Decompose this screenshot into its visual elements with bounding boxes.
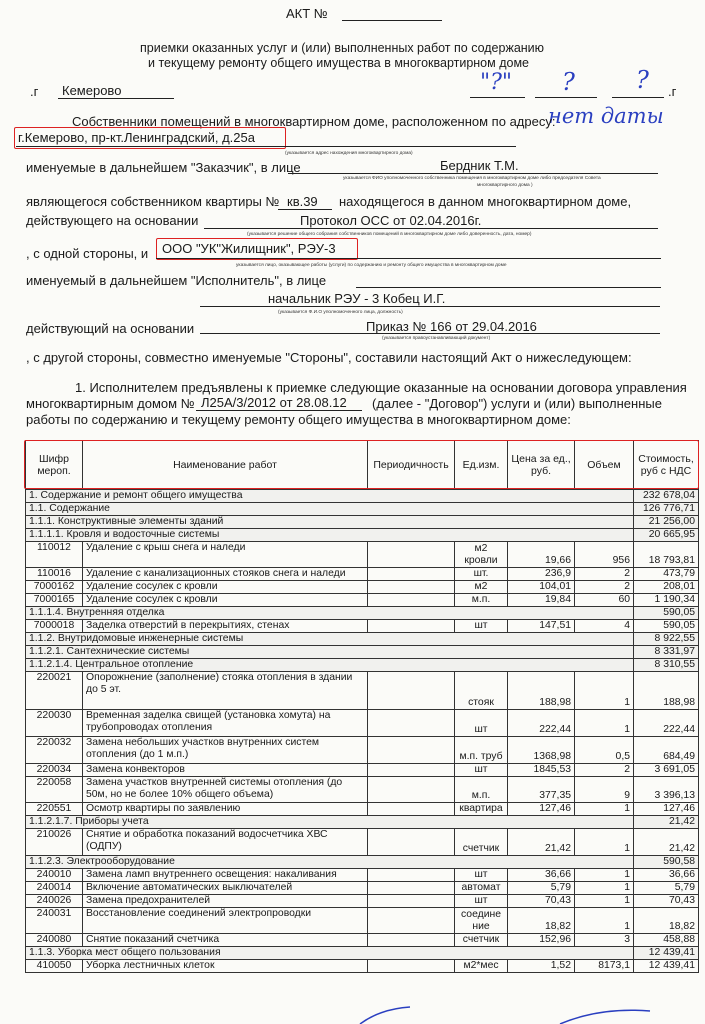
address: г.Кемерово, пр-кт.Ленинградский, д.25а	[18, 130, 255, 145]
row-period	[368, 594, 455, 607]
row-name: Временная заделка свищей (установка хомута) на трубопроводах отопления	[83, 710, 368, 737]
row-unit: шт	[455, 710, 508, 737]
row-code: 7000162	[26, 581, 83, 594]
contract-number: Л25А/3/2012 от 28.08.12	[201, 395, 347, 410]
row-volume: 0,5	[575, 737, 634, 764]
pen-stroke-left	[360, 1007, 410, 1024]
section-total: 232 678,04	[634, 490, 699, 503]
row-total: 473,79	[634, 568, 699, 581]
row-total: 5,79	[634, 882, 699, 895]
section-row	[26, 490, 699, 503]
header-unit: Ед.изм.	[455, 441, 508, 490]
row-price: 127,46	[508, 803, 575, 816]
table-row	[26, 581, 699, 594]
customer-name: Бердник Т.М.	[440, 158, 519, 173]
row-period	[368, 710, 455, 737]
table-row	[26, 882, 699, 895]
row-name: Включение автоматических выключателей	[83, 882, 368, 895]
row-name: Удаление с канализационных стояков снега и наледи	[83, 568, 368, 581]
basis: Протокол ОСС от 02.04.2016г.	[300, 213, 482, 228]
table-row	[26, 542, 699, 568]
handwritten-marks	[0, 1005, 705, 1024]
header-total: Стоимость, руб с НДС	[634, 441, 699, 490]
row-unit: м.п. труб	[455, 737, 508, 764]
section-row	[26, 516, 699, 529]
row-name: Заделка отверстий в перекрытиях, стенах	[83, 620, 368, 633]
section-total: 12 439,41	[634, 947, 699, 960]
owners-text: Собственники помещений в многоквартирном доме, расположенном по адресу:	[72, 114, 556, 129]
customer-line	[288, 173, 658, 174]
row-unit: счетчик	[455, 934, 508, 947]
row-total: 1 190,34	[634, 594, 699, 607]
section-total: 20 665,95	[634, 529, 699, 542]
executor-prefix: именуемый в дальнейшем "Исполнитель", в лице	[26, 273, 327, 288]
row-total: 36,66	[634, 869, 699, 882]
other-side: , с другой стороны, совместно именуемые "Стороны", составили настоящий Акт о нижеследующем:	[26, 350, 632, 365]
basis-caption: (указывается решение общего собрания собственников помещений в многоквартирном доме либо доверенность, дата, номер)	[247, 232, 532, 237]
row-volume: 1	[575, 710, 634, 737]
para1-line1: 1. Исполнителем предъявлены к приемке следующие оказанные на основании договора управления	[75, 380, 687, 395]
row-code: 240031	[26, 908, 83, 934]
row-price: 5,79	[508, 882, 575, 895]
row-total: 127,46	[634, 803, 699, 816]
section-total: 590,58	[634, 856, 699, 869]
header-price: Цена за ед., руб.	[508, 441, 575, 490]
section-total: 8 310,55	[634, 659, 699, 672]
date-month: ?	[562, 68, 575, 96]
para1-line2-suffix: (далее - "Договор") услуги и (или) выполненные	[372, 396, 662, 411]
row-name: Замена небольших участков внутренних систем отопления (до 1 м.п.)	[83, 737, 368, 764]
row-code: 240010	[26, 869, 83, 882]
row-unit: шт	[455, 895, 508, 908]
section-total: 8 331,97	[634, 646, 699, 659]
section-name: 1.1.3. Уборка мест общего пользования	[26, 947, 634, 960]
table-row	[26, 672, 699, 710]
row-name: Уборка лестничных клеток	[83, 960, 368, 973]
table-header-highlight	[24, 440, 699, 489]
row-total: 188,98	[634, 672, 699, 710]
row-price: 222,44	[508, 710, 575, 737]
row-code: 7000165	[26, 594, 83, 607]
row-name: Осмотр квартиры по заявлению	[83, 803, 368, 816]
handwritten-no-date: нет даты	[548, 104, 664, 128]
executor-person: начальник РЭУ - 3 Кобец И.Г.	[268, 291, 446, 306]
row-period	[368, 581, 455, 594]
section-row	[26, 503, 699, 516]
row-volume: 4	[575, 620, 634, 633]
row-price: 152,96	[508, 934, 575, 947]
row-unit: квартира	[455, 803, 508, 816]
section-name: 1.1.2. Внутридомовые инженерные системы	[26, 633, 634, 646]
row-price: 36,66	[508, 869, 575, 882]
row-period	[368, 829, 455, 856]
row-unit: м2	[455, 581, 508, 594]
row-code: 210026	[26, 829, 83, 856]
table-row	[26, 895, 699, 908]
date-year-line	[612, 97, 664, 98]
row-price: 19,66	[508, 542, 575, 568]
executor-caption: (указывается Ф.И.О уполномоченного лица, должность)	[278, 310, 403, 315]
acting-line	[200, 333, 660, 334]
table-row	[26, 960, 699, 973]
customer-caption1: указывается ФИО уполномоченного собственника помещения в многоквартирном доме либо председателя Совета	[343, 176, 601, 181]
section-row	[26, 646, 699, 659]
section-row	[26, 659, 699, 672]
row-price: 147,51	[508, 620, 575, 633]
section-name: 1. Содержание и ремонт общего имущества	[26, 490, 634, 503]
row-code: 220021	[26, 672, 83, 710]
row-period	[368, 764, 455, 777]
section-total: 21 256,00	[634, 516, 699, 529]
address-line	[16, 146, 516, 147]
acting-prefix: действующий на основании	[26, 321, 195, 336]
row-code: 240080	[26, 934, 83, 947]
acting-basis: Приказ № 166 от 29.04.2016	[366, 319, 537, 334]
section-total: 21,42	[634, 816, 699, 829]
row-name: Восстановление соединений электропроводки	[83, 908, 368, 934]
table-row	[26, 710, 699, 737]
apartment-prefix: являющегося собственником квартиры №	[26, 194, 280, 209]
row-period	[368, 737, 455, 764]
para1-line2-prefix: многоквартирным домом №	[26, 396, 195, 411]
row-period	[368, 882, 455, 895]
basis-line	[204, 228, 658, 229]
date-suffix: .г	[668, 84, 677, 99]
row-period	[368, 869, 455, 882]
section-row	[26, 947, 699, 960]
header-period: Периодичность	[368, 441, 455, 490]
row-price: 21,42	[508, 829, 575, 856]
row-volume: 2	[575, 581, 634, 594]
row-unit: шт	[455, 764, 508, 777]
address-caption: (указывается адрес нахождения многоквартирного дома)	[285, 151, 413, 156]
table-row	[26, 777, 699, 803]
row-volume: 1	[575, 803, 634, 816]
section-total: 590,05	[634, 607, 699, 620]
row-code: 220032	[26, 737, 83, 764]
row-volume: 2	[575, 764, 634, 777]
row-unit: шт.	[455, 568, 508, 581]
row-code: 220030	[26, 710, 83, 737]
row-code: 7000018	[26, 620, 83, 633]
date-day: "?"	[480, 70, 513, 95]
row-period	[368, 542, 455, 568]
row-period	[368, 908, 455, 934]
section-row	[26, 816, 699, 829]
section-name: 1.1.2.3. Электрооборудование	[26, 856, 634, 869]
row-period	[368, 672, 455, 710]
act-number-line	[342, 20, 442, 21]
row-period	[368, 620, 455, 633]
city: Кемерово	[62, 83, 122, 98]
row-code: 220551	[26, 803, 83, 816]
section-total: 8 922,55	[634, 633, 699, 646]
header-name: Наименование работ	[83, 441, 368, 490]
date-year: ?	[636, 66, 649, 94]
row-price: 1368,98	[508, 737, 575, 764]
row-code: 410050	[26, 960, 83, 973]
date-month-line	[535, 97, 597, 98]
section-name: 1.1.2.1. Сантехнические системы	[26, 646, 634, 659]
row-code: 110016	[26, 568, 83, 581]
row-volume: 1	[575, 895, 634, 908]
row-total: 3 691,05	[634, 764, 699, 777]
header-volume: Объем	[575, 441, 634, 490]
row-volume: 9	[575, 777, 634, 803]
row-volume: 60	[575, 594, 634, 607]
section-name: 1.1.2.1.7. Приборы учета	[26, 816, 634, 829]
row-unit: м.п.	[455, 777, 508, 803]
row-period	[368, 895, 455, 908]
row-name: Удаление сосулек с кровли	[83, 594, 368, 607]
row-volume: 1	[575, 882, 634, 895]
contractor-caption: указывается лицо, оказывающее работы (услуги) по содержанию и ремонту общего имущества в многоквартирном доме	[236, 263, 507, 268]
table-body	[26, 490, 699, 973]
apartment-line	[278, 209, 332, 210]
row-price: 236,9	[508, 568, 575, 581]
row-total: 70,43	[634, 895, 699, 908]
row-volume: 1	[575, 672, 634, 710]
row-price: 1845,53	[508, 764, 575, 777]
row-unit: соедине ние	[455, 908, 508, 934]
row-period	[368, 960, 455, 973]
table-row	[26, 568, 699, 581]
row-volume: 956	[575, 542, 634, 568]
section-row	[26, 856, 699, 869]
row-total: 21,42	[634, 829, 699, 856]
row-name: Удаление сосулек с кровли	[83, 581, 368, 594]
one-side: , с одной стороны, и	[26, 246, 149, 261]
table-row	[26, 829, 699, 856]
works-table	[25, 440, 699, 973]
row-price: 18,82	[508, 908, 575, 934]
row-unit: стояк	[455, 672, 508, 710]
row-volume: 2	[575, 568, 634, 581]
row-unit: м.п.	[455, 594, 508, 607]
row-name: Опорожнение (заполнение) стояка отопления в здании до 5 эт.	[83, 672, 368, 710]
section-name: 1.1.1. Конструктивные элементы зданий	[26, 516, 634, 529]
row-price: 377,35	[508, 777, 575, 803]
row-price: 19,84	[508, 594, 575, 607]
row-code: 220034	[26, 764, 83, 777]
row-unit: шт	[455, 869, 508, 882]
section-name: 1.1.1.1. Кровля и водосточные системы	[26, 529, 634, 542]
row-total: 458,88	[634, 934, 699, 947]
table-row	[26, 620, 699, 633]
apartment-suffix: находящегося в данном многоквартирном доме,	[339, 194, 632, 209]
row-volume: 3	[575, 934, 634, 947]
row-period	[368, 803, 455, 816]
customer-caption2: многоквартирного дома )	[477, 183, 533, 188]
row-unit: шт	[455, 620, 508, 633]
row-code: 240014	[26, 882, 83, 895]
row-period	[368, 568, 455, 581]
subtitle-line1: приемки оказанных услуг и (или) выполненных работ по содержанию	[140, 41, 545, 55]
row-volume: 1	[575, 829, 634, 856]
row-total: 208,01	[634, 581, 699, 594]
table-row	[26, 803, 699, 816]
basis-prefix: действующего на основании	[26, 213, 199, 228]
act-title: АКТ №	[286, 6, 328, 21]
table-row	[26, 908, 699, 934]
row-period	[368, 777, 455, 803]
header-code: Шифр мероп.	[26, 441, 83, 490]
acting-caption: (указывается правоустанавливающий документ)	[382, 336, 491, 341]
city-line	[58, 98, 174, 99]
section-name: 1.1.1.4. Внутренняя отделка	[26, 607, 634, 620]
row-name: Замена ламп внутреннего освещения: накаливания	[83, 869, 368, 882]
row-code: 240026	[26, 895, 83, 908]
subtitle-line2: и текущему ремонту общего имущества в многоквартирном доме	[148, 56, 529, 70]
row-total: 3 396,13	[634, 777, 699, 803]
row-volume: 1	[575, 869, 634, 882]
section-row	[26, 529, 699, 542]
row-total: 684,49	[634, 737, 699, 764]
row-total: 18 793,81	[634, 542, 699, 568]
section-total: 126 776,71	[634, 503, 699, 516]
section-row	[26, 633, 699, 646]
row-price: 70,43	[508, 895, 575, 908]
row-total: 222,44	[634, 710, 699, 737]
contractor: ООО "УК"Жилищник", РЭУ-3	[162, 241, 336, 256]
section-name: 1.1.2.1.4. Центральное отопление	[26, 659, 634, 672]
row-period	[368, 934, 455, 947]
row-total: 18,82	[634, 908, 699, 934]
customer-prefix: именуемые в дальнейшем "Заказчик", в лице	[26, 160, 301, 175]
row-unit: м2 кровли	[455, 542, 508, 568]
row-name: Снятие показаний счетчика	[83, 934, 368, 947]
section-name: 1.1. Содержание	[26, 503, 634, 516]
contractor-line	[156, 258, 661, 259]
row-price: 104,01	[508, 581, 575, 594]
table-row	[26, 764, 699, 777]
apartment: кв.39	[287, 194, 318, 209]
row-unit: м2*мес	[455, 960, 508, 973]
row-name: Удаление с крыш снега и наледи	[83, 542, 368, 568]
row-unit: счетчик	[455, 829, 508, 856]
row-name: Замена предохранителей	[83, 895, 368, 908]
executor-line2	[200, 306, 660, 307]
date-day-line	[470, 97, 525, 98]
table-row	[26, 869, 699, 882]
row-name: Замена участков внутренней системы отопления (до 50м, но не более 10% общего объема)	[83, 777, 368, 803]
para1-line3: работы по содержанию и текущему ремонту общего имущества в многоквартирном доме:	[26, 412, 571, 427]
section-row	[26, 607, 699, 620]
pen-stroke-right	[560, 1010, 650, 1024]
city-prefix: .г	[30, 84, 39, 99]
contract-line	[196, 410, 362, 411]
row-price: 1,52	[508, 960, 575, 973]
row-price: 188,98	[508, 672, 575, 710]
row-unit: автомат	[455, 882, 508, 895]
row-code: 220058	[26, 777, 83, 803]
row-total: 12 439,41	[634, 960, 699, 973]
row-total: 590,05	[634, 620, 699, 633]
row-code: 110012	[26, 542, 83, 568]
executor-line1	[356, 287, 661, 288]
row-volume: 1	[575, 908, 634, 934]
table-row	[26, 594, 699, 607]
row-name: Снятие и обработка показаний водосчетчика ХВС (ОДПУ)	[83, 829, 368, 856]
row-name: Замена конвекторов	[83, 764, 368, 777]
row-volume: 8173,1	[575, 960, 634, 973]
table-row	[26, 737, 699, 764]
table-row	[26, 934, 699, 947]
